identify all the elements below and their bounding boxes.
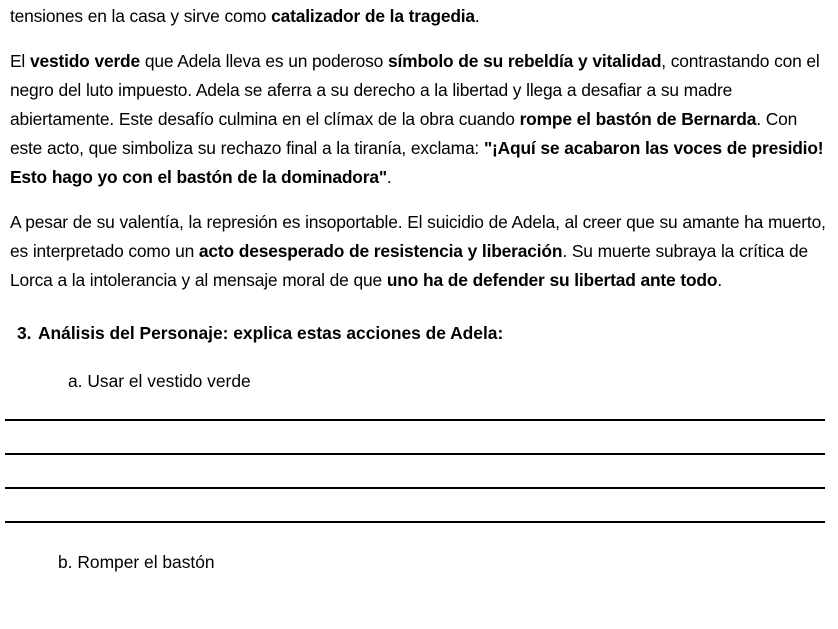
text-run: que Adela lleva es un poderoso — [140, 51, 389, 71]
text-run: A pesar de su valentía, la represión es insoportable. El suicidio de Adela, al creer que su amante ha muerto, es interpretado como un — [10, 212, 826, 261]
emphasis-run: uno ha de defender su libertad ante todo — [386, 270, 718, 290]
emphasis-run: vestido verde — [29, 51, 140, 71]
text-run: . Con este acto, que simboliza su rechazo final a la tiranía, exclama: — [10, 109, 798, 158]
answer-line[interactable] — [5, 419, 825, 421]
text-run: El — [10, 51, 30, 71]
emphasis-run: catalizador de la tragedia — [271, 6, 475, 26]
text-run: tensiones en la casa y sirve como — [10, 6, 272, 26]
question-text: Análisis del Personaje: explica estas acciones de Adela: — [38, 323, 504, 343]
answer-line[interactable] — [5, 453, 825, 455]
answer-line[interactable] — [5, 487, 825, 489]
emphasis-run: símbolo de su rebeldía y vitalidad — [388, 51, 662, 71]
emphasis-run: rompe el bastón de Bernarda — [519, 109, 757, 129]
question-subitem-b: b. Romper el bastón — [58, 552, 215, 572]
question-subitem-a: a. Usar el vestido verde — [68, 371, 251, 391]
question-heading — [10, 295, 827, 348]
text-run: . — [474, 6, 480, 26]
emphasis-run: "¡Aquí se acabaron las voces de presidio! Esto hago yo con el bastón de la dominadora" — [10, 138, 824, 187]
answer-lines-group — [10, 396, 827, 523]
paragraph-2 — [10, 47, 827, 192]
text-run: . — [717, 270, 723, 290]
text-run: . — [386, 167, 392, 187]
text-run: , contrastando con el negro del luto impuesto. Adela se aferra a su derecho a la libertad y llega a desafiar a su madre abiertamente. Este desafío culmina en el clímax de la obra cuando — [10, 51, 820, 129]
question-number: 3. — [17, 323, 32, 343]
emphasis-run: acto desesperado de resistencia y liberación — [198, 241, 563, 261]
paragraph-1 — [10, 0, 827, 31]
text-run: . Su muerte subraya la crítica de Lorca a la intolerancia y al mensaje moral de que — [10, 241, 808, 290]
paragraph-3 — [10, 208, 827, 295]
